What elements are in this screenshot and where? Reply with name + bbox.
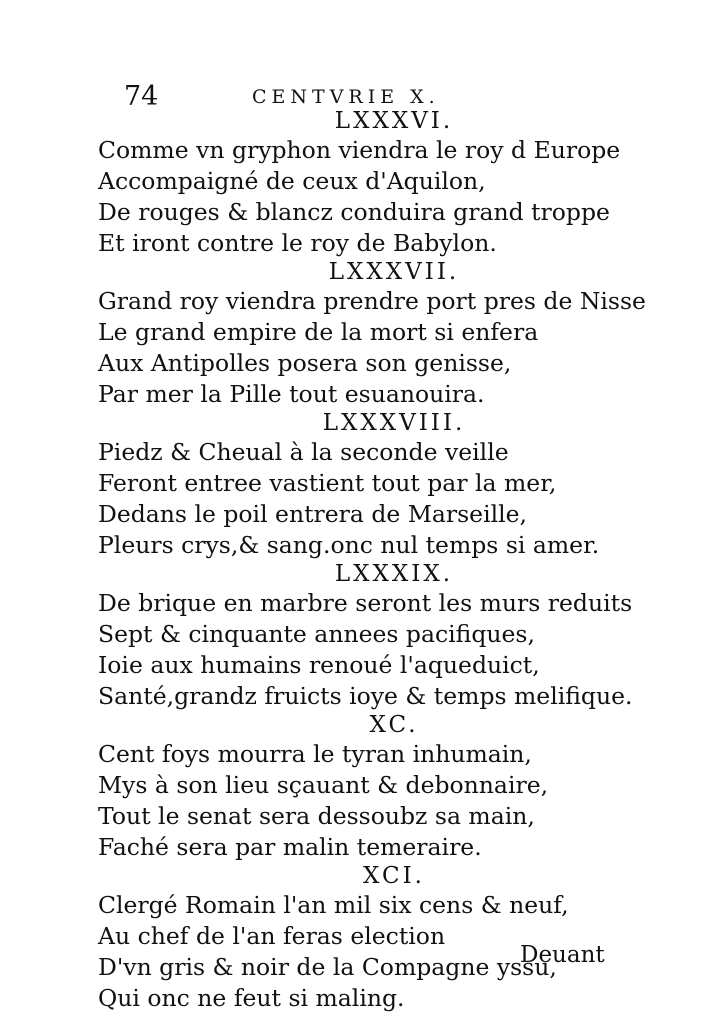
quatrain-91 bbox=[98, 863, 638, 1014]
verse-line: Mys à son lieu sçauant & debonnaire, bbox=[98, 771, 549, 799]
quatrain-89 bbox=[98, 561, 638, 712]
quatrain-90 bbox=[98, 712, 638, 863]
quatrain-88 bbox=[98, 410, 638, 561]
verse-line: Tout le senat sera dessoubz sa main, bbox=[98, 802, 535, 830]
verse-line: Et iront contre le roy de Babylon. bbox=[98, 229, 497, 257]
running-head: CENTVRIE X. bbox=[252, 86, 440, 108]
verse-line: Grand roy viendra prendre port pres de Nisse bbox=[98, 287, 646, 315]
verse-line: Feront entree vastient tout par la mer, bbox=[98, 469, 557, 497]
verse-line: Aux Antipolles posera son genisse, bbox=[98, 349, 512, 377]
verse-line: Santé,grandz fruicts ioye & temps melifique. bbox=[98, 682, 633, 710]
quatrain-numeral: XC. bbox=[369, 712, 419, 738]
catchword: Deuant bbox=[520, 942, 605, 968]
quatrain-numeral: LXXXVI. bbox=[334, 108, 454, 134]
quatrain-numeral: XCI. bbox=[363, 863, 425, 889]
quatrain-numeral: LXXXVII. bbox=[328, 259, 460, 285]
page-number: 74 bbox=[124, 81, 159, 112]
verse-line: Accompaigné de ceux d'Aquilon, bbox=[98, 167, 486, 195]
verse-line: Au chef de l'an feras election bbox=[98, 922, 446, 950]
verse-line: Clergé Romain l'an mil six cens & neuf, bbox=[98, 891, 569, 919]
verse-line: Ioie aux humains renoué l'aqueduict, bbox=[98, 651, 540, 679]
quatrain-numeral: LXXXVIII. bbox=[322, 410, 466, 436]
quatrain-text bbox=[98, 108, 646, 1014]
verse-line: Le grand empire de la mort si enfera bbox=[98, 318, 539, 346]
quatrain-numeral: LXXXIX. bbox=[334, 561, 454, 587]
verse-line: Dedans le poil entrera de Marseille, bbox=[98, 500, 528, 528]
verse-line: Cent foys mourra le tyran inhumain, bbox=[98, 740, 532, 768]
quatrain-86 bbox=[98, 108, 638, 259]
verse-line: Qui onc ne feut si maling. bbox=[98, 984, 405, 1012]
verse-line: Sept & cinquante annees pacifiques, bbox=[98, 620, 535, 648]
verse-line: Pleurs crys,& sang.onc nul temps si amer. bbox=[98, 531, 600, 559]
verse-line: Faché sera par malin temeraire. bbox=[98, 833, 482, 861]
verse-line: Par mer la Pille tout esuanouira. bbox=[98, 380, 485, 408]
verse-line: Comme vn gryphon viendra le roy d Europe bbox=[98, 136, 621, 164]
quatrain-87 bbox=[98, 259, 646, 410]
verse-line: De brique en marbre seront les murs reduits bbox=[98, 589, 633, 617]
verse-line: D'vn gris & noir de la Compagne yssu, bbox=[98, 953, 557, 981]
verse-line: De rouges & blancz conduira grand troppe bbox=[98, 198, 610, 226]
verse-line: Piedz & Cheual à la seconde veille bbox=[98, 438, 509, 466]
